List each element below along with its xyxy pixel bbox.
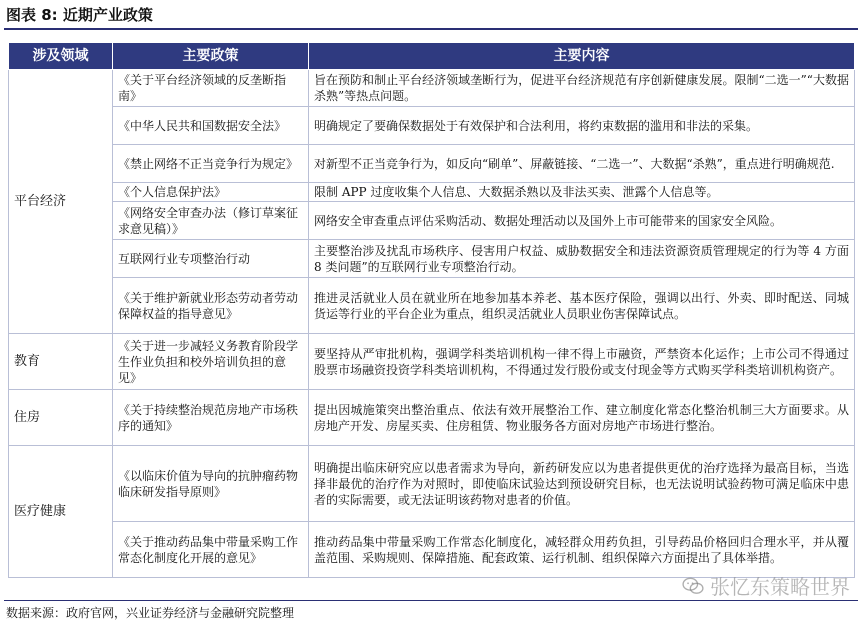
content-cell: 推进灵活就业人员在就业所在地参加基本养老、基本医疗保险，强调以出行、外卖、即时配送、同城货运等行业的平台企业为重点，组织灵活就业人员职业伤害保障试点。 [309,278,855,334]
policy-cell: 《以临床价值为导向的抗肿瘤药物临床研发指导原则》 [113,446,309,522]
wechat-icon [682,577,704,595]
content-cell: 明确提出临床研究应以患者需求为导向，新药研发应以为患者提供更优的治疗选择为最高目标，当选择非最优的治疗作为对照时，即使临床试验达到预设研究目标，也无法说明试验药物可满足临床中患者的实际需要，或无法证明该药物对患者的价值。 [309,446,855,522]
content-cell: 限制 APP 过度收集个人信息、大数据杀熟以及非法买卖、泄露个人信息等。 [309,183,855,202]
figure-title: 图表 8: 近期产业政策 [6,6,153,24]
policy-cell: 《关于持续整治规范房地产市场秩序的通知》 [113,390,309,446]
policy-cell: 《关于进一步减轻义务教育阶段学生作业负担和校外培训负担的意见》 [113,334,309,390]
policy-cell: 《关于推动药品集中带量采购工作常态化制度化开展的意见》 [113,522,309,578]
table-row [9,183,855,202]
header-domain: 涉及领域 [9,43,113,70]
content-cell: 要坚持从严审批机构，强调学科类培训机构一律不得上市融资，严禁资本化运作；上市公司不得通过股票市场融资投资学科类培训机构，不得通过发行股份或支付现金等方式购买学科类培训机构资产。 [309,334,855,390]
table-row [9,240,855,278]
policy-cell: 《个人信息保护法》 [113,183,309,202]
table-row [9,446,855,522]
content-cell: 网络安全审查重点评估采购活动、数据处理活动以及国外上市可能带来的国家安全风险。 [309,202,855,240]
watermark-text: 张忆东策略世界 [710,575,850,599]
table-row [9,522,855,578]
content-cell: 主要整治涉及扰乱市场秩序、侵害用户权益、威胁数据安全和违法资源资质管理规定的行为等 4 方面 8 类问题”的互联网行业专项整治行动。 [309,240,855,278]
table-row [9,278,855,334]
policy-cell: 《中华人民共和国数据安全法》 [113,107,309,145]
policy-cell: 《关于维护新就业形态劳动者劳动保障权益的指导意见》 [113,278,309,334]
content-cell: 旨在预防和制止平台经济领域垄断行为，促进平台经济规范有序创新健康发展。限制“二选一”“大数据杀熟”等热点问题。 [309,70,855,107]
content-cell: 提出因城施策突出整治重点、依法有效开展整治工作、建立制度化常态化整治机制三大方面要求。从房地产开发、房屋买卖、住房租赁、物业服务各方面对房地产市场进行整治。 [309,390,855,446]
policy-cell: 《网络安全审查办法（修订草案征求意见稿）》 [113,202,309,240]
domain-cell: 医疗健康 [9,446,113,578]
domain-cell: 教育 [9,334,113,390]
watermark [682,571,850,600]
policy-table [8,42,855,578]
table-row [9,202,855,240]
source-note: 数据来源：政府官网，兴业证券经济与金融研究院整理 [6,606,295,620]
header-content: 主要内容 [309,43,855,70]
table-row [9,107,855,145]
bottom-rule [4,600,858,601]
content-cell: 对新型不正当竞争行为，如反向“刷单”、屏蔽链接、“二选一”、大数据“杀熟”，重点进行明确规范. [309,145,855,183]
table-row [9,390,855,446]
header-policy: 主要政策 [113,43,309,70]
domain-cell: 住房 [9,390,113,446]
table-row [9,145,855,183]
policy-cell: 《关于平台经济领域的反垄断指南》 [113,70,309,107]
table-row [9,70,855,107]
policy-cell: 互联网行业专项整治行动 [113,240,309,278]
policy-cell: 《禁止网络不正当竞争行为规定》 [113,145,309,183]
content-cell: 明确规定了要确保数据处于有效保护和合法利用，将约束数据的滥用和非法的采集。 [309,107,855,145]
top-rule [4,28,858,30]
content-cell: 推动药品集中带量采购工作常态化制度化，减轻群众用药负担，引导药品价格回归合理水平，并从覆盖范围、采购规则、保障措施、配套政策、运行机制、组织保障六方面提出了具体举措。 [309,522,855,578]
table-header-row [9,43,855,70]
table-row [9,334,855,390]
domain-cell: 平台经济 [9,70,113,334]
